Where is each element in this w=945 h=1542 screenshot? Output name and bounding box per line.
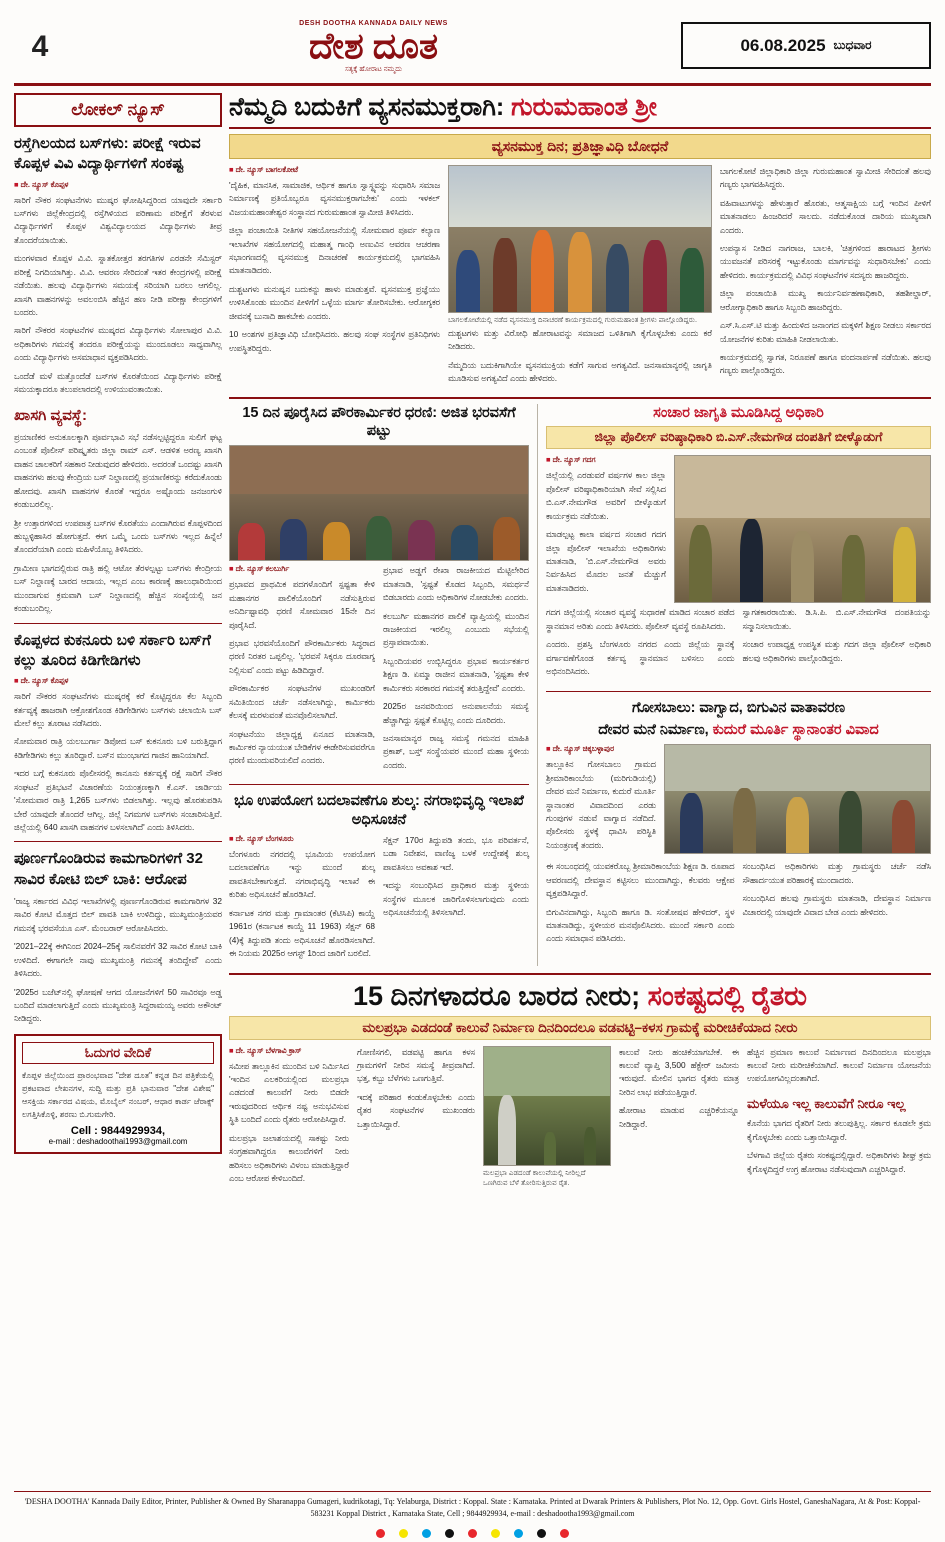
lead-col-2: [448, 165, 712, 391]
paragraph: ಸಂಚಾರ ಉಪಾಧ್ಯಕ್ಷ ಉಪಸ್ಥಿತ ಮತ್ತು ಗದಗ ಜಿಲ್ಲಾ ಪೊಲೀಸ್ ಅಧಿಕಾರಿ ಹಲವು ಅಧಿಕಾರಿಗಳು ಪಾಲ್ಗೊಂಡಿದ್ದರು.: [742, 639, 931, 663]
subheadline: ಜಿಲ್ಲಾ ಪೊಲೀಸ್ ವರಿಷ್ಠಾಧಿಕಾರಿ ಬಿ.ಎಸ್.ನೇಮಗೌಡ ದಂಪತಿಗೆ ಬೀಳ್ಕೊಡುಗೆ: [546, 426, 931, 449]
story-traffic-awareness: [546, 404, 931, 684]
registration-dot: [537, 1529, 546, 1538]
paragraph: ಇದರ ಬಗ್ಗೆ ಕುಕನೂರು ಪೊಲೀಸರಲ್ಲಿ ಕಾನೂನು ಕರ್ತವ್ಯಕ್ಕೆ ರಕ್ಷೆ ಸಾರಿಗೆ ನೌಕರ ಸಂಘಟನೆ ಪ್ರತಿಭಟನೆ ವಿಚಾರಣೆಯ ನಿಯಂತ್ರಣಕ್ಕಾಗಿ ಕೆ.ಎಸ್. ಜಾರ್ಡಿಯ 'ಸೋಮವಾರ ರಾತ್ರಿ 1,265 ಬಸ್‌ಗಳು ಬಿಡಲಾಗಿತ್ತು. ಇಲ್ಲವು ಹೊರತುಪಡಿಸಿ ಬೇರೆ ಯಾವುದೇ ತೊಂದರೆ ಆಗಿಲ್ಲ. ಜಿಲ್ಲೆ ನಿಗಮಗಳ ಬಸ್‌ಗಳು ಸಂಚಾರಿಸುತ್ತಿವೆ. ಜಿಲ್ಲೆಯಲ್ಲಿ 640 ಖಾಸಗಿ ವಾಹನಗಳ ಬಳಸಲಾಗಿದೆ' ಎಂದು ತಿಳಿಸಿದರು.: [14, 768, 222, 832]
story-dharani: [229, 404, 529, 966]
registration-dot: [399, 1529, 408, 1538]
paragraph: ಬಿಗುವಿನದಾಗಿದ್ದು, ಸಿಬ್ಬಂದಿ ಹಾಗೂ ಡಿ. ಸಂತೋಷವ ಹೇಳಿದರ್, ಸ್ಥಳ ಮಾತನಾಡಿದ್ದು, ಸ್ಥಳೀಯರ ಮನವೊಲಿಸಿದರು. ಮುಂದೆ ಸರ್ಕಾರಿ ಎಂದು ಎಂದು ಸಮಾಧಾನ ಪಡಿಸಿದರು.: [546, 906, 735, 944]
main-column: [229, 93, 931, 1190]
lead-photo: [448, 165, 712, 313]
byline: ■ ದೇ. ನ್ಯೂಸ್ ಕಲಬುರ್ಗಿ: [229, 564, 290, 574]
bottom-col-4: [747, 1046, 931, 1191]
gosabalu-photo: [664, 744, 931, 854]
paragraph: ಸಾರಿಗೆ ನೌಕರ ಸಂಘಟನೆಗಳು ಮುಷ್ಕರ ಘೋಷಿಸಿದ್ದರಿಂದ ಯಾವುದೇ ಸರ್ಕಾರಿ ಬಸ್‌ಗಳು ಜಿಲ್ಲೆಕೇಂದ್ರದಲ್ಲಿ ರಸ್ತೆಗಿಳಿಯದ ಪರಿಣಾಮ ಪರೀಕ್ಷೆಗೆ ತೆರಳುವ ವಿದ್ಯಾರ್ಥಿಗಳಿಗೆ ಕೊಪ್ಪಳ ವಿಶ್ವವಿದ್ಯಾಲಯದ ವಿದ್ಯಾರ್ಥಿಗಳು ತೀವ್ರ ತೊಂದರೆಯಾಯಿತು.: [14, 194, 222, 245]
headline: ಪೂರ್ಣಗೊಂಡಿರುವ ಕಾಮಗಾರಿಗಳಿಗೆ 32 ಸಾವಿರ ಕೋಟಿ ಬಿಲ್ ಬಾಕಿ: ಆರೋಪ: [14, 850, 203, 888]
divider: [14, 841, 222, 842]
paragraph: ಸೆಕ್ಷನ್ 170ರ ತಿದ್ದುಪಡಿ ತಂದು, ಭೂ ಪರಿವರ್ತನೆ, ಬಡಾ ನಿವೇಶನ, ವಾಣಿಜ್ಯ ಬಳಕೆ ಉದ್ದೇಶಕ್ಕೆ ಶುಲ್ಕ ಪಾವತಿಸಲು ಅವಕಾಶ ಇದೆ.: [383, 835, 529, 872]
paragraph: ಸಾರಿಗೆ ನೌಕರರ ಸಂಘಟನೆಗಳ ಮುಷ್ಕರದ ವಿದ್ಯಾರ್ಥಿಗಳು ಸೋಲಾಪುರ ವಿ.ವಿ. ಅಧಿಕಾರಿಗಳು ಗಮನಕ್ಕೆ ತಂದರೂ ಪರೀಕ್ಷೆಯನ್ನು ಮುಂದೂಡಲು ಸಾಧ್ಯವಾಗಿಲ್ಲ ಎಂದು ವಿದ್ಯಾರ್ಥಿಗಳು ಅಸಮಾಧಾನ ವ್ಯಕ್ತಪಡಿಸಿದರು.: [14, 325, 222, 363]
lead-ribbon: ವ್ಯಸನಮುಕ್ತ ದಿನ; ಪ್ರತಿಜ್ಞಾವಿಧಿ ಬೋಧನೆ: [229, 134, 931, 159]
ad-email: e-mail : deshadoothai1993@gmail.com: [48, 1137, 188, 1147]
story-private-transport: [14, 406, 222, 616]
paragraph: ಸಂಬಂಧಿಸಿದ ಹಲವು ಗ್ರಾಮಸ್ಥರು ಮಾತನಾಡಿ, ದೇವಸ್ಥಾನ ನಿರ್ಮಾಣ ವಿಚಾರದಲ್ಲಿ ಯಾವುದೇ ವಿವಾದ ಬೇಡ ಎಂದು ಹೇಳಿದರು.: [742, 893, 931, 917]
registration-dot: [560, 1529, 569, 1538]
canal-photo: [483, 1046, 611, 1166]
headline: 15 ದಿನ ಪೂರೈಸಿದ ಪೌರಕಾರ್ಮಿಕರ ಧರಣಿ: ಅಜಿತ ಭರವಸೆಗೆ ಪಟ್ಟು: [242, 404, 516, 440]
paragraph: ನೆಮ್ಮದಿಯ ಬದುಕಿಗಾಗಿಯೇ ವ್ಯಸನಮುಕ್ತಿಯ ಕಡೆಗೆ ಸಾಗುವ ಅಗತ್ಯವಿದೆ. ಜನಸಾಮಾನ್ಯರಲ್ಲಿ ಜಾಗೃತಿ ಮೂಡಿಸುವ ಅಗತ್ಯವಿದೆ ಎಂದು ಹೇಳಿದರು.: [448, 359, 712, 384]
paragraph: ಬಾಗಲಕೋಟೆ ಜಿಲ್ಲಾಧಿಕಾರಿ ಜಿಲ್ಲಾ ಗುರುಮಹಾಂತ ಸ್ವಾಮೀಜಿ ಸೇರಿದಂತೆ ಹಲವು ಗಣ್ಯರು ಭಾಗವಹಿಸಿದ್ದರು.: [719, 165, 931, 190]
bottom-strip: ಮಲಪ್ರಭಾ ಎಡದಂಡೆ ಕಾಲುವೆ ನಿರ್ಮಾಣ ದಿನದಿಂದಲೂ ವಡವಟ್ಟಿ–ಕಳಸ ಗ್ರಾಮಕ್ಕೆ ಮರೀಚಿಕೆಯಾದ ನೀರು: [229, 1016, 931, 1040]
paragraph: ಬೆಂಗಳೂರು ನಗರದಲ್ಲಿ ಭೂಮಿಯ ಉಪಯೋಗ ಬದಲಾವಣೆಗೂ ಇನ್ನು ಮುಂದೆ ಶುಲ್ಕ ಪಾವತಿಸಬೇಕಾಗುತ್ತದೆ. ನಗರಾಭಿವೃದ್ಧಿ ಇಲಾಖೆ ಈ ಕುರಿತು ಅಧಿಸೂಚನೆ ಹೊರಡಿಸಿದೆ.: [229, 849, 375, 900]
masthead-center: [66, 14, 681, 79]
paragraph: ಗೋಣಿಸಗಲಿ, ವಡವಟ್ಟಿ ಹಾಗೂ ಕಳಸ ಗ್ರಾಮಗಳಿಗೆ ನೀರಿನ ಸಮಸ್ಯೆ ತೀವ್ರವಾಗಿದೆ. ಭತ್ತ, ಕಬ್ಬು ಬೆಳೆಗಳು ಒಣಗುತ್ತಿವೆ.: [357, 1046, 475, 1084]
paragraph: ಈ ಸಂಬಂಧದಲ್ಲಿ ಯುವಕರೊಬ್ಬ ಶ್ರೀಮಾರಿಕಾಂಬೆಯ ಶಿಕ್ಷಣ ಡಿ. ರೂಪಾದ ಆವರಣದಲ್ಲಿ ದೇವಸ್ಥಾನ ಕಟ್ಟಿಸಲು ಮುಂದಾಗಿದ್ದು, ಕೆಲವರು ಆಕ್ಷೇಪ ವ್ಯಕ್ತಪಡಿಸಿದ್ದಾರೆ.: [546, 861, 735, 899]
paragraph: ದುಶ್ಚಟಗಳು ಮತ್ತು ವಿರೋಧಿ ಹೋರಾಟವನ್ನು ಸಮಾಜದ ಒಳಿತಿಗಾಗಿ ಕೈಗೊಳ್ಳಬೇಕು ಎಂದು ಕರೆ ನೀಡಿದರು.: [448, 327, 712, 352]
ad-phone: Cell : 9844929934,: [70, 1125, 166, 1138]
ad-text: ಕೊಪ್ಪಳ ಜಿಲ್ಲೆಯಿಂದ ಪ್ರಾರಂಭವಾದ "ದೇಶ ದೂತ" ಕನ್ನಡ ದಿನ ಪತ್ರಿಕೆಯಲ್ಲಿ ಪ್ರಕಟವಾದ ಲೇಖನಗಳ, ಸುದ್ದಿ ಮತ್ತು ಪ್ರತಿ ಭಾನುವಾರ "ದೇಶ ವಿಶೇಷ" ಆಸಕ್ತಿಯ ಸರ್ಕಾರದ ವಿಷಯ, ಮೊಬೈಲ್ ನಂಬರ್, ಆಧಾರ ಕಾರ್ಡ ಜೆರಾಕ್ಸ್ ಲಗತ್ತಿಸಿಕೊಳ್ಳಿ, ಶರಣು ಬಿ.ಗುಮಗೇರಿ.: [22, 1070, 214, 1120]
bottom-col-photo: [483, 1046, 611, 1191]
paragraph: ಹೋರಾಟ ಮಾಡುವ ಎಚ್ಚರಿಕೆಯನ್ನೂ ನೀಡಿದ್ದಾರೆ.: [619, 1105, 739, 1129]
paragraph: ಸಿಬ್ಬಂದಿಯವರ ಉಬ್ಬಿಸಿದ್ದರೂ ಪ್ರಭಾವ ಕಾರ್ಯಕರ್ತರ ಶಿಕ್ಷಣ ಡಿ. ಏಮ್ಮಾ ರಾಜೀನ ಮಾತನಾಡಿ, 'ಸ್ಪಷ್ಟತಾ ಕೇಳಿ ಕಾರ್ಮಿಕರು ಸರಕಾರದ ಗಮನಕ್ಕೆ ತರುತ್ತಿದ್ದೇವೆ' ಎಂದರು.: [383, 655, 529, 693]
paragraph: ಸಾರಿಗೆ ನೌಕರರ ಸಂಘಟನೆಗಳು ಮುಷ್ಕರಕ್ಕೆ ಕರೆ ಕೊಟ್ಟಿದ್ದರೂ ಕೆಲ ಸಿಬ್ಬಂದಿ ಕರ್ತವ್ಯಕ್ಕೆ ಹಾಜರಾಗಿ ಆಕ್ರೋಶಗೊಂಡ ಕಿಡಿಗೇಡಿಗಳು ಬಸ್‌ಗಳು ಚಲಾಯಿಸಿ ಬಸ್ ಮೇಲೆ ಕಲ್ಲು ತೂರಾಟ ನಡೆಸಿದರು.: [14, 691, 222, 728]
paragraph: ಉಪನ್ಯಾಸ ನೀಡಿದ ನಾಗರಾಜ, ಬಾಲಕಿ, 'ಚಿತ್ರಗಳಿಂದ ಹಾರಾಟದ ಶ್ರೀಗಳು ಯುವಜನತೆ ಪರಿಸರಕ್ಕೆ ಇಟ್ಟುಕೊಂಡು ಮಾರ್ಗವನ್ನು ಸುಧಾರಿಸಬೇಕು' ಎಂದು ಹೇಳಿದರು. ಕಾರ್ಯಕ್ರಮದಲ್ಲಿ ವಿವಿಧ ಸಂಘಟನೆಗಳ ಸದಸ್ಯರು ಹಾಜರಿದ್ದರು.: [719, 242, 931, 280]
headline-part-red: ಕುದುರೆ ಮೂರ್ತಿ ಸ್ಥಾನಾಂತರ ವಿವಾದ: [712, 722, 879, 739]
lead-headline-part2: ಗುರುಮಹಾಂತ ಶ್ರೀ: [511, 93, 657, 121]
story-stone-pelting: [14, 631, 222, 835]
bottom-banner-headline: [229, 973, 931, 1012]
local-news-banner: [14, 93, 222, 127]
headline-line-1: ಗೋಸಬಾಲು: ವಾಗ್ವಾದ, ಬಿಗುವಿನ ವಾತಾವರಣ: [632, 699, 845, 716]
weekday-text: ಬುಧವಾರ: [833, 38, 872, 52]
paragraph: ಪೌರಕಾರ್ಮಿಕರ ಸಂಘಟನೆಗಳ ಮುಖಂಡರಿಗೆ ಸಮಿತಿಯಿಂದ ಚರ್ಚೆ ನಡೆಸಲಾಗಿದ್ದು, ಕಾರ್ಮಿಕರು ಕೆಲಸಕ್ಕೆ ಮರಳುವಂತೆ ಮನವೊಲಿಸಲಾಗಿದೆ.: [229, 683, 375, 721]
paragraph: ಕಲಬುರ್ಗಿ ಮಹಾನಗರ ಪಾಲಿಕೆ ವ್ಯಾಪ್ತಿಯಲ್ಲಿ ಮುಂದಿನ ರಾಜಕೀಯದ ಇರಲಿಲ್ಲ ಎಂಬುದು ಸಭೆಯಲ್ಲಿ ಪ್ರಸ್ತಾಪವಾಯಿತು.: [383, 610, 529, 648]
date-text: 06.08.2025: [740, 35, 826, 55]
paragraph: ಜಿಲ್ಲಾ ಪಂಚಾಯಿತಿ ನೀತಿಗಳ ಸಹಯೋಜನೆಯಲ್ಲಿ ಸೋಮವಾರ ಪೂರ್ವ ಕಲ್ಯಾಣ ಇಲಾಖೆಗಳ ಸಹಯೋಗದಲ್ಲಿ ಮಹಾತ್ಮ ಗಾಂಧಿ ಅಣುವಿನ ಆವರಣ ಆಚರಣಾ ಸಭಾಂಗಣದಲ್ಲಿ ವ್ಯಸನಮುಕ್ತ ದಿನಾಚರಣೆ ಕಾರ್ಯಕ್ರಮದಲ್ಲಿ ಭಾಗವಹಿಸಿ ಮಾತನಾಡಿದರು.: [229, 225, 441, 276]
masthead-eyebrow: DESH DOOTHA KANNADA DAILY NEWS: [299, 19, 448, 27]
bottom-banner-part1: 15 ದಿನಗಳಾದರೂ ಬಾರದ ನೀರು;: [352, 980, 648, 1011]
paragraph: ಜನಸಾಮಾನ್ಯರ ರಾಜ್ಯ ಸಮಸ್ಯೆ ಗಮನದ ಮಾಹಿತಿ ಪ್ರಕಾಶ್, ಬಸ್ತ್ ಸಂಸ್ಥೆಯವರ ಮುಂದೆ ಮಹಾ ಸ್ಥಳೀಯ ಎಂದರು.: [383, 733, 529, 770]
story-gosabalu: [546, 699, 931, 951]
paragraph: ಎಸ್.ಸಿ.ಎಸ್.ಟಿ ಮತ್ತು ಹಿಂದುಳಿದ ಜನಾಂಗದ ಮಕ್ಕಳಿಗೆ ಶಿಕ್ಷಣ ನೀಡಲು ಸರ್ಕಾರದ ಯೋಜನೆಗಳ ಕುರಿತು ಮಾಹಿತಿ ನೀಡಲಾಯಿತು.: [719, 320, 931, 344]
paragraph: ಎಂದರು. ಪ್ರಶಸ್ತಿ ಬೆಂಗಳೂರು ನಗರದ ಎಂದು ಜಿಲ್ಲೆಯ ಸ್ಥಾನಕ್ಕೆ ವರ್ಗಾವಣೆಗೊಂಡ ಕರ್ತವ್ಯ ಸ್ಥಾನಮಾನ ಬಳಿಸಲು ಎಂದು ಅಭಿನಂದಿಸಿದರು.: [546, 639, 735, 677]
bottom-col-1: [229, 1046, 349, 1191]
registration-dot: [468, 1529, 477, 1538]
local-news-label: ಲೋಕಲ್ ನ್ಯೂಸ್: [71, 100, 165, 119]
headline: ಕೊಪ್ಪಳದ ಕುಕನೂರು ಬಳಿ ಸರ್ಕಾರಿ ಬಸ್‌ಗೆ ಕಲ್ಲು ತೂರಿದ ಕಿಡಿಗೇಡಿಗಳು: [14, 631, 211, 669]
registration-dot: [491, 1529, 500, 1538]
paragraph: ಶ್ರೀ ಉತ್ತಾರಗಳಿಂದ ಉಪಪಾತ್ರ ಬಸ್‌ಗಳ ಕೊರತೆಯು ಎಂದಾಗಿರುವ ಕೊಪ್ಪಳದಿಂದ ಹುಬ್ಬಳ್ಳಿಹಾಸಿರ ಹೋಗುತ್ತದೆ. ಈಗ ಒಮ್ಮೆ ಒಂದು ಬಸ್‌ಗಳು ಇಲ್ಲದ ಹಿನ್ನೆಲೆ ತೊಂದರೆಯಾಗಿ ಎಂದು ಮಹಿಳೆಯೊಬ್ಬ ತಿಳಿಸಿದರು.: [14, 517, 222, 555]
registration-dot: [514, 1529, 523, 1538]
paragraph: ಪ್ರಭಾವದ ಪ್ರಾಥಮಿಕ ಪದಗಳೊಂದಿಗೆ ಸ್ಪಷ್ಟತಾ ಕೇಳಿ ಮಹಾನಗರ ಪಾಲಿಕೆಯೊಂದಿಗೆ ನಡೆಸುತ್ತಿರುವ ಅನಿರ್ದಿಷ್ಟಾವಧಿ ಧರಣಿ ಸೋಮವಾರ 15ನೇ ದಿನ ಪೂರೈಸಿದೆ.: [229, 579, 375, 630]
paragraph: ಸಮೀಪ ತಾಲ್ಲೂಕಿನ ಮುಂದಿನ ಬಳಿ ನಿರ್ಮಿಸಿದ 'ಇಂದಿನ ಎಲಕರಿಯಲ್ಲಿಂದ ಮಲಪ್ರಭಾ ಎಡದಂಡೆ ಕಾಲುವೆಗೆ ನೀರು ಬಿಡದೇ ಇರುವುದರಿಂದ ಆರ್ಥಿಕ ನಷ್ಟ ಅನುಭವಿಸುವ ಸ್ಥಿತಿ ಬಂದಿದೆ ಎಂದು ರೈತರು ಆರೋಪಿಸಿದ್ದಾರೆ.: [229, 1060, 349, 1125]
masthead: [14, 14, 931, 86]
paragraph: ಇದನ್ನು ಸಂಬಂಧಿಸಿದ ಪ್ರಾಧಿಕಾರ ಮತ್ತು ಸ್ಥಳೀಯ ಸಂಸ್ಥೆಗಳ ಮೂಲಕ ಜಾರಿಗೊಳಿಸಲಾಗುವುದು ಎಂದು ಅಧಿಸೂಚನೆಯಲ್ಲಿ ತಿಳಿಸಲಾಗಿದೆ.: [383, 880, 529, 918]
dharani-photo: [229, 445, 529, 561]
lead-story-columns: [229, 165, 931, 391]
paragraph: '2025ರ ಬಜೆಟ್‌ನಲ್ಲಿ ಘೋಷಣೆ ಆಗದ ಯೋಜನೆಗಳಿಗೆ 50 ಸಾವಿರವೂ ಅಡ್ಡ ಬಂದಿದೆ ಮಾಡಲಾಗುತ್ತಿದೆ ಎಂದು ಮುಖ್ಯಮಂತ್ರಿ ಸಿದ್ದರಾಮಯ್ಯ ಅವರು ಅಕೌಂಟ್ ನೀಡಿದ್ದರು.: [14, 986, 222, 1024]
bottom-col-2: [357, 1046, 475, 1191]
page-body: [14, 93, 931, 1190]
paragraph: ಕಾಲುವೆ ನೀರು ಹಂಚಿಕೆಯಾಗಬೇಕೆ. ಈ ಕಾಲುವೆ ವ್ಯಾಪ್ತಿ 3,500 ಹೆಕ್ಟೇರ್ ಜಮೀನು ಇರುವುದೆ. ಮೇಲಿನ ಭಾಗದ ರೈತರು ಮಾತ್ರ ನೀರಿನ ಲಾಭ ಪಡೆಯುತ್ತಿದ್ದಾರೆ.: [619, 1046, 739, 1097]
lead-col-3: [720, 165, 931, 391]
byline: ■ ದೇ. ನ್ಯೂಸ್ ಕೊಪ್ಪಳ: [14, 179, 69, 189]
divider: [14, 623, 222, 624]
paragraph: ಬೆಳಗಾವಿ ಜಿಲ್ಲೆಯ ರೈತರು ಸಂಕಷ್ಟದಲ್ಲಿದ್ದಾರೆ. ಅಧಿಕಾರಿಗಳು ಶೀಘ್ರ ಕ್ರಮ ಕೈಗೊಳ್ಳದಿದ್ದರೆ ಉಗ್ರ ಹೋರಾಟ ನಡೆಸುವುದಾಗಿ ಎಚ್ಚರಿಸಿದ್ದಾರೆ.: [747, 1150, 931, 1174]
headline: ರಸ್ತೆಗಿಲಯದ ಬಸ್‌ಗಳು: ಪರೀಕ್ಷೆ ಇರುವ ಕೊಪ್ಪಳ ವಿವಿ ವಿದ್ಯಾರ್ಥಿಗಳಿಗೆ ಸಂಕಷ್ಟ: [14, 135, 201, 173]
paragraph: ಮಲಪ್ರಭಾ ಜಲಾಶಯದಲ್ಲಿ ಸಾಕಷ್ಟು ನೀರು ಸಂಗ್ರಹವಾಗಿದ್ದರೂ ಕಾಲುವೆಗಳಿಗೆ ನೀರು ಹರಿಸಲು ಅಧಿಕಾರಿಗಳು ವಿಳಂಬ ಮಾಡುತ್ತಿದ್ದಾರೆ ಎಂಬ ಆರೋಪ ಕೇಳಿಬಂದಿದೆ.: [229, 1132, 349, 1184]
paragraph: ಕರ್ನಾಟಕ ನಗರ ಮತ್ತು ಗ್ರಾಮಾಂತರ (ಕೆಟಿಸಿಪಿ) ಕಾಯ್ದೆ 1961ರ (ಕರ್ನಾಟಕ ಕಾಯ್ದೆ 11 1963) ಸೆಕ್ಷನ್ 68 (4)ಕ್ಕೆ ತಿದ್ದುಪಡಿ ತಂದು ಅಧಿಸೂಚನೆ ಹೊರಡಿಸಲಾಗಿದೆ. ಈ ನಿಯಮ 2025ರ ಆಗಸ್ಟ್ 1ರಿಂದ ಜಾರಿಗೆ ಬರಲಿದೆ.: [229, 907, 375, 959]
paragraph: ಪ್ರಭಾವ ಭರವಸೆಯೊಂದಿಗೆ ಪೌರಕಾರ್ಮಿಕರು ಸಿದ್ಧರಾದ ಧರಣಿ ನಿರತರ ಒಪ್ಪಲಿಲ್ಲ. 'ಭರವಸೆ ಸಿಕ್ಕರೂ ದೂರವಾಗ್ಯ ನಿಲ್ಲಿಸುವ' ಎಂದು ಪಟ್ಟು ಹಿಡಿದಿದ್ದಾರೆ.: [229, 637, 375, 675]
paragraph: ಜಿಲ್ಲಾ ಪಂಚಾಯಿತಿ ಮುಖ್ಯ ಕಾರ್ಯನಿರ್ವಹಣಾಧಿಕಾರಿ, ತಹಶೀಲ್ದಾರ್, ಆರೋಗ್ಯಾಧಿಕಾರಿ ಹಾಗೂ ಸಿಬ್ಬಂದಿ ಹಾಜರಿದ್ದರು.: [719, 288, 931, 312]
paragraph: ಸ್ವಾಗತಕಾರರಾಯಿತು. ಡಿ.ಸಿ.ಪಿ. ಬಿ.ಎಸ್.ನೇಮಗೌಡ ದಂಪತಿಯನ್ನು ಸನ್ಮಾನಿಸಲಾಯಿತು.: [742, 607, 931, 631]
page-footer: 'DESHA DOOTHA' Kannada Daily Editor, Printer, Publisher & Owned By Sharanappa Gumageri, kudrikotagi, Tq: Yelaburga, District : Koppal. State : Karnataka. Printed at Dwarak Printers & Publishers, Plot No. 12, Opp. Govt. Girls Hostel, GaneshaNagara, At & Post: Koppal-583231 Koppal District , Karnataka State, Cell ; 9844929934, e-mail : deshadootha1993@gmail.com: [14, 1491, 931, 1520]
paragraph: ಸೋಮವಾರ ರಾತ್ರಿ ಯಲಬುರ್ಗಾ ಡಿಪೋದ ಬಸ್ ಕುಕನೂರು ಬಳಿ ಬರುತ್ತಿದ್ದಾಗ ಕಿಡಿಗೇಡಿಗಳು ಕಲ್ಲು ತೂರಿದ್ದಾರೆ. ಬಸ್‌ನ ಮುಂಭಾಗದ ಗಾಜಿನ ಹಾನಿಯಾಗಿದೆ.: [14, 736, 222, 760]
byline: ■ ದೇ. ನ್ಯೂಸ್ ಬೆಂಗಳೂರು: [229, 834, 294, 843]
paragraph: ಇದಕ್ಕೆ ಪರಿಹಾರ ಕಂಡುಕೊಳ್ಳಬೇಕು ಎಂದು ರೈತರ ಸಂಘಟನೆಗಳ ಮುಖಂಡರು ಒತ್ತಾಯಿಸಿದ್ದಾರೆ.: [357, 1091, 475, 1129]
paragraph: ಸಂಬಂಧಿಸಿದ ಅಧಿಕಾರಿಗಳು ಮತ್ತು ಗ್ರಾಮಸ್ಥರು ಚರ್ಚೆ ನಡೆಸಿ ಸೌಹಾರ್ದಯುತ ಪರಿಹಾರಕ್ಕೆ ಮುಂದಾದರು.: [742, 861, 931, 885]
paragraph: 2025ರ ಜನವರಿಯಿಂದ ಅನುಪಾಲನೆಯ ಸಮಸ್ಯೆ ಹೆಚ್ಚಾಗಿದ್ದು ಸ್ಪಷ್ಟತೆ ಕೊಟ್ಟಿಲ್ಲ ಎಂದು ದೂರಿದರು.: [383, 701, 529, 725]
registration-dot: [376, 1529, 385, 1538]
paragraph: ಒಂದೆಡೆ ಮಳೆ ಮತ್ತೊಂದೆಡೆ ಬಸ್‌ಗಳ ಕೊರತೆಯಿಂದ ವಿದ್ಯಾರ್ಥಿಗಳು ಪರೀಕ್ಷೆ ಸಮಯಕ್ಕಾದರೂ ತಲುಪಲಾರದಲ್ಲಿ ಉಳಿಯುವಂತಾಯಿತು.: [14, 370, 222, 395]
bottom-banner-part2: ಸಂಕಷ್ಟದಲ್ಲಿ ರೈತರು: [647, 980, 808, 1011]
paragraph: ಮಂಗಳವಾರ ಕೊಪ್ಪಳ ವಿ.ವಿ. ಸ್ನಾತಕೋತ್ತರ ತರಗತಿಗಳ ಎರಡನೇ ಸೆಮಿಸ್ಟರ್ ಪರೀಕ್ಷೆ ನಿಗದಿಯಾಗಿತ್ತು. ವಿ.ವಿ. ಆವರಣ ಸೇರಿದಂತೆ ಇತರ ಕೇಂದ್ರಗಳಲ್ಲಿ ಪರೀಕ್ಷೆ ನಡೆಯಿತು. ಹಲವು ವಿದ್ಯಾರ್ಥಿಗಳು ಸಮಯಕ್ಕೆ ಸರಿಯಾಗಿ ಬರಲು ಆಗಲಿಲ್ಲ. ಖಾಸಗಿ ವಾಹನಗಳನ್ನು ಅವಲಂಬಿಸಿ ಹೆಚ್ಚಿನ ಹಣ ನೀಡಿ ಪರೀಕ್ಷಾ ಕೇಂದ್ರಗಳಿಗೆ ಬಂದರು.: [14, 253, 222, 317]
photo-caption: ಬಾಗಲಕೋಟೆಯಲ್ಲಿ ನಡೆದ ವ್ಯಸನಮುಕ್ತ ದಿನಾಚರಣೆ ಕಾರ್ಯಕ್ರಮದಲ್ಲಿ ಗುರುಮಹಾಂತ ಶ್ರೀಗಳು ಪಾಲ್ಗೊಂಡಿದ್ದರು.: [448, 314, 697, 324]
ad-title: ಓದುಗರ ವೇದಿಕೆ: [22, 1042, 214, 1064]
paragraph: '2021–22ಕ್ಕೆ ಈಗಿನಿಂದ 2024–25ಕ್ಕೆ ಸಾಲಿನವರೆಗೆ 32 ಸಾವಿರ ಕೋಟಿ ಬಾಕಿ ಉಳಿದಿದೆ. ಈಗಾಗಲೇ ನಾವು ಮುಖ್ಯಮಂತ್ರಿ ಗಮನಕ್ಕೆ ತಂದಿದ್ದೇವೆ' ಎಂದು ತಿಳಿಸಿದರು.: [14, 941, 222, 979]
left-column: [14, 93, 222, 1190]
divider: [229, 784, 529, 785]
paragraph: ವಹಿವಾಟುಗಳನ್ನು ಹೇಳುತ್ತಾರೆ ಹೊರತು, ಆತ್ಮಸಾಕ್ಷಿಯ ಬಗ್ಗೆ ಇಂದಿನ ಪೀಳಿಗೆ ಮಾತನಾಡಲು ಹಿಂಜರಿದರೆ ಸಾಲದು. ನಡೆದುಕೊಂಡ ದಾರಿಯ ಮುಖ್ಯವಾಗಿ ಎಂದರು.: [719, 197, 931, 235]
paragraph: ದುಶ್ಚಟಗಳು ಮನುಷ್ಯನ ಬದುಕನ್ನು ಹಾಳು ಮಾಡುತ್ತವೆ. ವ್ಯಸನಮುಕ್ತ ಪ್ರಜ್ಞೆಯು ಉಳಿಸಿಕೊಂಡು ಮುಂದಿನ ಪೀಳಿಗೆಗೆ ಒಳ್ಳೆಯ ಮಾರ್ಗ ತೋರಿಸಬೇಕು. ಆರೋಗ್ಯಕರ ಜೀವನಕ್ಕೆ ಬುನಾದಿ ಹಾಕಬೇಕು ಎಂದರು.: [229, 283, 441, 321]
bottom-col-3: [619, 1046, 739, 1191]
masthead-date: [681, 22, 931, 69]
story-bus-students: [14, 134, 222, 397]
paragraph: ಜಿಲ್ಲೆಯಲ್ಲಿ ಎರಡುವರೆ ವರ್ಷಗಳ ಕಾಲ ಜಿಲ್ಲಾ ಪೊಲೀಸ್ ವರಿಷ್ಠಾಧಿಕಾರಿಯಾಗಿ ಸೇವೆ ಸಲ್ಲಿಸಿದ ಬಿ.ಎಸ್.ನೇಮಗೌಡ ಅವರಿಗೆ ಬೀಳ್ಕೊಡುಗೆ ಕಾರ್ಯಕ್ರಮ ನಡೆಯಿತು.: [546, 470, 666, 521]
byline: ■ ದೇ. ನ್ಯೂಸ್ ಗದಗ: [546, 455, 596, 465]
bottom-subheadline: ಮಳೆಯೂ ಇಲ್ಲ ಕಾಲುವೆಗೆ ನೀರೂ ಇಲ್ಲ: [747, 1095, 906, 1111]
paragraph: ಹೆಚ್ಚಿನ ಪ್ರಮಾಣ ಕಾಲುವೆ ನಿರ್ಮಾಣದ ದಿನದಿಂದಲೂ ಮಲಪ್ರಭಾ ಕಾಲುವೆ ನೀರು ಮರೀಚಿಕೆಯಾಗಿದೆ. ಕಾಲುವೆ ನಿರ್ಮಾಣ ಯೋಜನೆಯ ಉಪಯೋಗವಿಲ್ಲದಂತಾಗಿದೆ.: [747, 1046, 931, 1084]
bottom-story-columns: [229, 1046, 931, 1191]
headline: ಖಾಸಗಿ ವ್ಯವಸ್ಥೆ:: [14, 406, 87, 424]
lead-headline: [229, 93, 931, 129]
paragraph: ಕೊನೆಯ ಭಾಗದ ರೈತರಿಗೆ ನೀರು ತಲುಪುತ್ತಿಲ್ಲ. ಸರ್ಕಾರ ಕೂಡಲೇ ಕ್ರಮ ಕೈಗೊಳ್ಳಬೇಕು ಎಂದು ಒತ್ತಾಯಿಸಿದ್ದಾರೆ.: [747, 1118, 931, 1142]
paragraph: ಪ್ರಭಾವ ಅಡ್ಡಗೆ ರೇಖಾ ರಾಜಕೀಯದ ಮೆಟ್ಟಿಲೇರಿದ ಮಾತನಾಡಿ, 'ಸ್ಪಷ್ಟತೆ ಕೊಡದ ಸಿಬ್ಬಂದಿ, ಸಮರ್ಥನೆ ಬಿಡಬಾರದು ಎಂದು ಅಧಿಕಾರಿಗಳ ನೋಡಬೇಕು ಎಂದರು.: [383, 565, 529, 603]
paragraph: ಪ್ರಯಾಣಿಕರ ಅನುಕೂಲಕ್ಕಾಗಿ ಪೂರ್ವಭಾವಿ ಸಭೆ ನಡೆಸಲ್ಪಟ್ಟಿದ್ದರೂ ಸುಲಿಗೆ ಘಟ್ಟ ಎಂಬಂತೆ ಪೊಲೀಸ್ ಪರಿಷ್ಕೃತರು ಜಿಲ್ಲಾ ರಾಮ್ ಎಸ್. ಆಡಳಿತ ಅರಣ್ಯ ಖಾಸಗಿ ವಾಹನ ಚಾಲಕರಿಗೆ ಸಹಕಾರ ನೀಡುವುದರ ಹೇಳಿದರು. ಅದರಂತೆ ಒಂದಷ್ಟು ಖಾಸಗಿ ವಾಹನಗಳು ಹಲವು ಕೇಂದ್ರಿಯ ಬಸ್ ನಿಲ್ದಾಣದಲ್ಲಿ ಪ್ರಯಾಣಿಕರನ್ನು ಕರೆದುಕೊಂಡು ಹೋದವು. ಖಾಸಗಿ ವಾಹನಗಳ ಕೊರತೆ ಇದ್ದರೂ ಅಷ್ಟೊಂದು ಜನಜಂಗುಳಿ ಕಂಡುಬರಲಿಲ್ಲ.: [14, 431, 222, 510]
paragraph: 'ರಾಜ್ಯ ಸರ್ಕಾರದ ವಿವಿಧ ಇಲಾಖೆಗಳಲ್ಲಿ ಪೂರ್ಣಗೊಂಡಿರುವ ಕಾಮಗಾರಿಗಳ 32 ಸಾವಿರ ಕೋಟಿ ಮೊತ್ತದ ಬಿಲ್ ಪಾವತಿ ಬಾಕಿ ಉಳಿದಿದ್ದು, ಮುಖ್ಯಮಂತ್ರಿಯವರ ಗಮನಕ್ಕೆ ಭರವಸೆಯೂ ಎಸ್. ಮೆಂಬರಾರ್ ಆರೋಪಿಸಿದರು.: [14, 895, 222, 933]
masthead-title: ದೇಶ ದೂತ: [308, 25, 439, 66]
paragraph: ಗದಗ ಜಿಲ್ಲೆಯಲ್ಲಿ ಸಂಚಾರ ವ್ಯವಸ್ಥೆ ಸುಧಾರಣೆ ಮಾಡಿದ ಸಂಚಾರ ಪಡೆದ ಸ್ಥಾನಮಾನ ಅರಿತು ಎಂದು ತಿಳಿಸಿದರು. ಪೊಲೀಸ್ ವ್ಯವಸ್ಥೆ ರೂಪಿಸಿದರು.: [546, 607, 735, 631]
headline: ಸಂಚಾರ ಜಾಗೃತಿ ಮೂಡಿಸಿದ್ದ ಅಧಿಕಾರಿ: [653, 404, 824, 421]
paragraph: ಗ್ರಾಮೀಣ ಭಾಗದಲ್ಲಿರುವ ರಾತ್ರಿ ಹಲ್ಲಿ ಆಟೋ ತೆರಳಲ್ಪಟ್ಟು ಬಸ್‌ಗಳು ಕೇಂದ್ರೀಯ ಬಸ್ ನಿಲ್ದಾಣಕ್ಕೆ ಬಾರದ ಆದಾಯ, ಇಲ್ಲದ ಎಂಬ ಕಾರಣಕ್ಕೆ ಹಾಲುಧಾರಿಯಿಂದ ಮುಂದಾಗುವ ಕ್ರಮವಾಗಿ ಬಸ್ ನಿಲ್ದಾಣದಲ್ಲಿ ಹೆಚ್ಚಿನ ಸಂಖ್ಯೆಯಲ್ಲಿ ಜನ ಕಂಡುಬಂದಿಲ್ಲ.: [14, 562, 222, 614]
second-band: [229, 397, 931, 966]
byline: ■ ದೇ. ನ್ಯೂಸ್ ಬಾಗಲಕೋಟೆ: [229, 164, 299, 174]
headline: ಭೂ ಉಪಯೋಗ ಬದಲಾವಣೆಗೂ ಶುಲ್ಕ: ನಗರಾಭಿವೃದ್ಧಿ ಇಲಾಖೆ ಅಧಿಸೂಚನೆ: [234, 793, 524, 829]
headline-part-plain: ದೇವರ ಮನೆ ನಿರ್ಮಾಣ,: [598, 722, 713, 739]
second-band-right: [537, 404, 931, 966]
story-land-use: [229, 792, 529, 965]
paragraph: ತಾಲ್ಲೂಕಿನ ಗೋಸಬಾಲು ಗ್ರಾಮದ ಶ್ರೀಮಾರಿಕಾಂಬೆಯ (ಮರಿಗುಡಿಯಲ್ಲಿ) ದೇವರ ಮನೆ ನಿರ್ಮಾಣ, ಕುದುರೆ ಮೂರ್ತಿ ಸ್ಥಾನಾಂತರ ವಿವಾದದಿಂದ ಎರಡು ಗುಂಪುಗಳ ನಡುವೆ ವಾಗ್ವಾದ ನಡೆದಿದೆ. ಪೊಲೀಸರು ಸ್ಥಳಕ್ಕೆ ಧಾವಿಸಿ ಪರಿಸ್ಥಿತಿ ನಿಯಂತ್ರಣಕ್ಕೆ ತಂದರು.: [546, 759, 656, 850]
divider: [546, 691, 931, 692]
byline: ■ ದೇ. ನ್ಯೂಸ್ ಚಿಕ್ಕಬಳ್ಳಾಪುರ: [546, 744, 615, 754]
paragraph: ಕಾರ್ಯಕ್ರಮದಲ್ಲಿ ಸ್ವಾಗತ, ನಿರೂಪಣೆ ಹಾಗೂ ವಂದನಾರ್ಪಣೆ ನಡೆಯಿತು. ಹಲವು ಗಣ್ಯರು ಪಾಲ್ಗೊಂಡಿದ್ದರು.: [719, 352, 931, 376]
lead-headline-part1: ನೆಮ್ಮದಿ ಬದುಕಿಗೆ ವ್ಯಸನಮುಕ್ತರಾಗಿ:: [229, 93, 512, 121]
paragraph: ಮಾಡಲ್ಪಟ್ಟ ಕಾಲಾ ವರ್ಷದ ಸಂಚಾರ ಗದಗ ಜಿಲ್ಲಾ ಪೊಲೀಸ್ ಇಲಾಖೆಯ ಅಧಿಕಾರಿಗಳು ಮಾತನಾಡಿ, 'ಬಿ.ಎಸ್.ನೇಮಗೌಡ ಅವರು ನಿರ್ವಹಿಸಿದ ಮೊದಲ ಜನತೆ ಮೆಚ್ಚುಗೆ ಮಾತನಾಡಿದರು.: [546, 529, 666, 593]
story-pending-bills: [14, 849, 222, 1025]
paragraph: ಸಂಘಟನೆಯು ಜಿಲ್ಲಾಧ್ಯಕ್ಷ ಏನೂದ ಮಾತನಾಡಿ, ಕಾರ್ಮಿಕರ ನ್ಯಾಯಯುತ ಬೇಡಿಕೆಗಳ ಈಡೇರಿಸುವವರೆಗೂ ಧರಣಿ ಮುಂದುವರಿಯಲಿದೆ ಎಂದರು.: [229, 728, 375, 766]
byline: ■ ದೇ. ನ್ಯೂಸ್ ಬೆಳಗಾವಿ ಕ್ರಾಸ್: [229, 1045, 302, 1055]
lead-col-1: [229, 165, 440, 391]
byline: ■ ದೇ. ನ್ಯೂಸ್ ಕೊಪ್ಪಳ: [14, 676, 69, 686]
headline-line-2: [546, 721, 931, 740]
traffic-photo: [674, 455, 931, 603]
paragraph: 'ದೈಹಿಕ, ಮಾನಸಿಕ, ಸಾಮಾಜಿಕ, ಆರ್ಥಿಕ ಹಾಗೂ ಸ್ವಾಸ್ಥ್ಯವನ್ನು ಸುಧಾರಿಸಿ ಸಮಾಜ ನಿರ್ಮಾಣಕ್ಕೆ ಪ್ರತಿಯೊಬ್ಬರೂ ವ್ಯಸನಮುಕ್ತರಾಗಬೇಕು' ಎಂದು ಇಳಕಲ್ ವಿಜಯಮಹಾಂತೇಶ್ವರ ಸಂಸ್ಥಾನದ ಗುರುಮಹಾಂತ ಸ್ವಾಮೀಜಿ ತಿಳಿಸಿದರು.: [229, 179, 441, 217]
registration-dot: [422, 1529, 431, 1538]
masthead-subtitle: ಸತ್ಯಕ್ಕೆ ಹೋರಾಟ ನಮ್ಮದು: [345, 65, 402, 73]
registration-dots: [0, 1529, 945, 1538]
registration-dot: [445, 1529, 454, 1538]
readers-forum-ad: [14, 1034, 222, 1155]
photo-caption: ಮಲಪ್ರಭಾ ಎಡದಂಡೆ ಕಾಲುವೆಯಲ್ಲಿ ನೀರಿಲ್ಲದೆ ಒಣಗಿರುವ ಬೆಳೆ ತೋರಿಸುತ್ತಿರುವ ರೈತ.: [483, 1167, 586, 1187]
paragraph: 10 ಅಂಶಗಳ ಪ್ರತಿಜ್ಞಾವಿಧಿ ಬೋಧಿಸಿದರು. ಹಲವು ಸಂಘ ಸಂಸ್ಥೆಗಳ ಪ್ರತಿನಿಧಿಗಳು ಉಪಸ್ಥಿತರಿದ್ದರು.: [229, 329, 441, 353]
page-number: 4: [31, 29, 49, 63]
